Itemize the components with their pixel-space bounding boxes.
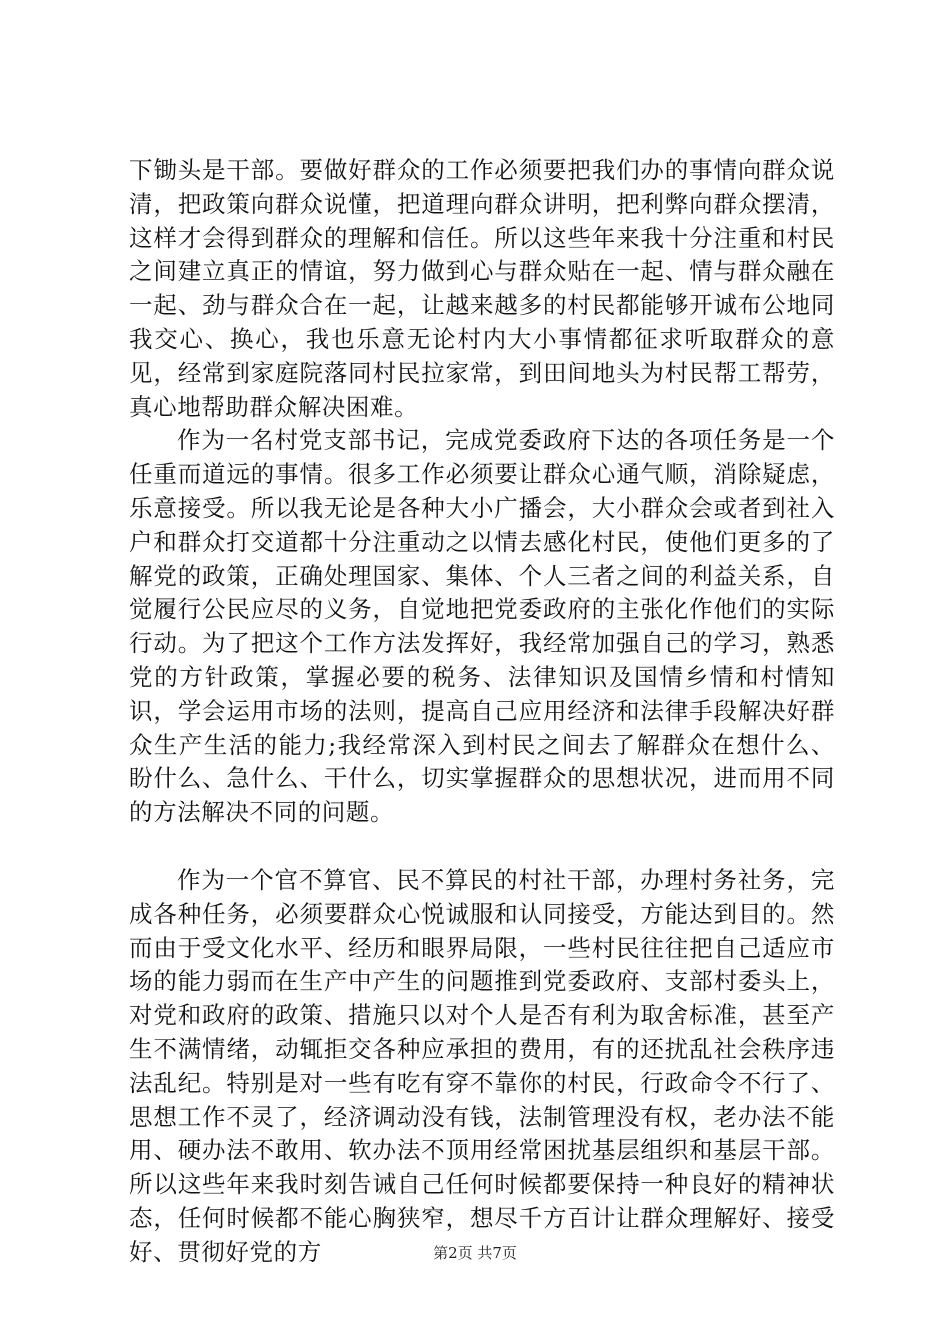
paragraph-1: 下锄头是干部。要做好群众的工作必须要把我们办的事情向群众说清，把政策向群众说懂，把道理向群众讲明，把利弊向群众摆清，这样才会得到群众的理解和信任。所以这些年来我十分注重和村民之间建立真正的情谊，努力做到心与群众贴在一起、情与群众融在一起、劲与群众合在一起，让越来越多的村民都能够开诚布公地同我交心、换心，我也乐意无论村内大小事情都征求听取群众的意见，经常到家庭院落同村民拉家常，到田间地头为村民帮工帮劳，真心地帮助群众解决困难。 [129,156,835,421]
page-number-footer: 第2页 共7页 [433,1244,517,1262]
paragraph-3: 作为一个官不算官、民不算民的村社干部，办理村务社务，完成各种任务，必须要群众心悦诚服和认同接受，方能达到目的。然而由于受文化水平、经历和眼界局限，一些村民往往把自己适应市场的能力弱而在生产中产生的问题推到党委政府、支部村委头上，对党和政府的政策、措施只以对个人是否有利为取舍标准，甚至产生不满情绪，动辄拒交各种应承担的费用，有的还扰乱社会秩序违法乱纪。特别是对一些有吃有穿不靠你的村民，行政命令不行了、思想工作不灵了，经济调动没有钱，法制管理没有权，老办法不能用、硬办法不敢用、软办法不顶用经常困扰基层组织和基层干部。所以这些年来我时刻告诫自己任何时候都要保持一种良好的精神状态，任何时候都不能心胸狭窄，想尽千方百计让群众理解好、接受好、贯彻好党的方 [129,865,835,1266]
document-body [129,154,835,1270]
paragraph-2: 作为一名村党支部书记，完成党委政府下达的各项任务是一个任重而道远的事情。很多工作必须要让群众心通气顺，消除疑虑，乐意接受。所以我无论是各种大小广播会，大小群众会或者到社入户和群众打交道都十分注重动之以情去感化村民，使他们更多的了解党的政策，正确处理国家、集体、个人三者之间的利益关系，自觉履行公民应尽的义务，自觉地把党委政府的主张化作他们的实际行动。为了把这个工作方法发挥好，我经常加强自己的学习，熟悉党的方针政策，掌握必要的税务、法律知识及国情乡情和村情知识，学会运用市场的法则，提高自己应用经济和法律手段解决好群众生产生活的能力;我经常深入到村民之间去了解群众在想什么、盼什么、急什么、干什么，切实掌握群众的思想状况，进而用不同的方法解决不同的问题。 [129,426,835,827]
